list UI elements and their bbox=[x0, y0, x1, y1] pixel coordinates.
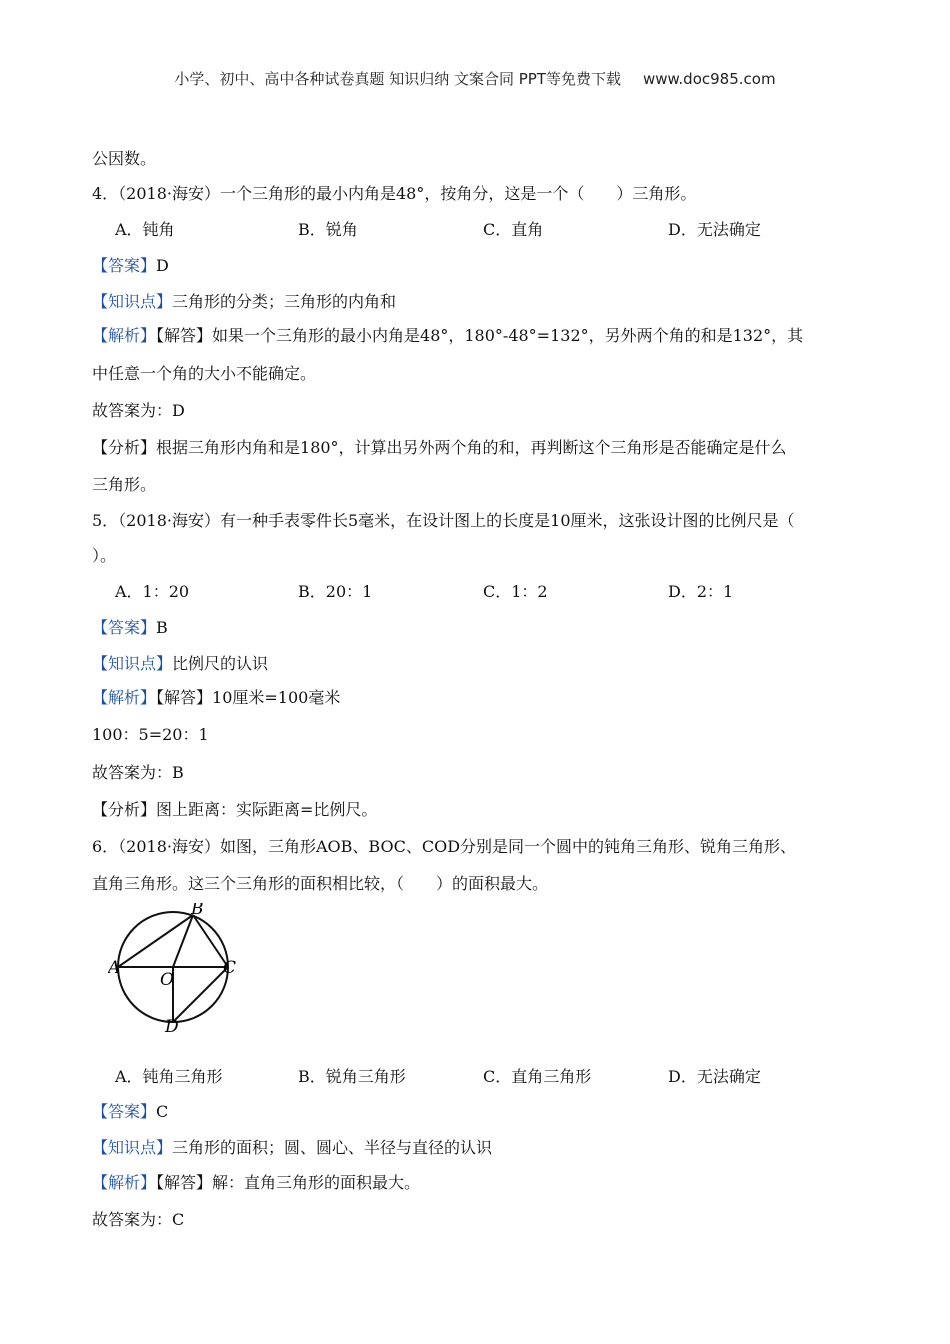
segment-ab bbox=[118, 915, 193, 967]
q4-option-d: D．无法确定 bbox=[668, 220, 761, 239]
label-b: B bbox=[191, 903, 204, 919]
q4-option-c: C．直角 bbox=[483, 220, 544, 239]
knowledge-value: 比例尺的认识 bbox=[172, 654, 269, 673]
header-text: 小学、初中、高中各种试卷真题 知识归纳 文案合同 PPT等免费下载 bbox=[174, 70, 621, 88]
q5-answer bbox=[92, 615, 168, 638]
q5-analysis bbox=[92, 685, 340, 708]
analysis-text: 【解答】解：直角三角形的面积最大。 bbox=[156, 1173, 421, 1192]
intro-text: 公因数。 bbox=[92, 149, 157, 168]
label-a: A bbox=[108, 958, 121, 978]
q6-analysis bbox=[92, 1170, 420, 1193]
analysis-text: 【解答】10厘米=100毫米 bbox=[156, 688, 341, 707]
q4-knowledge bbox=[92, 289, 396, 312]
q5-fenxi bbox=[92, 797, 377, 820]
analysis-text: 【解答】如果一个三角形的最小内角是48°，180°-48°=132°，另外两个角的和是132°，其 bbox=[156, 326, 804, 345]
q5-analysis-cont: 100：5=20：1 bbox=[92, 725, 209, 744]
q4-analysis bbox=[92, 323, 803, 346]
analysis-tag: 【解析】 bbox=[92, 688, 157, 707]
q5-option-d: D．2：1 bbox=[668, 582, 734, 601]
q4-option-a: A．钝角 bbox=[115, 220, 175, 239]
q5-knowledge bbox=[92, 651, 268, 674]
fenxi-text: 图上距离：实际距离=比例尺。 bbox=[156, 800, 378, 819]
answer-tag: 【答案】 bbox=[92, 1102, 157, 1121]
q5-option-c: C．1：2 bbox=[483, 582, 548, 601]
q4-stem: 4．（2018·海安）一个三角形的最小内角是48°，按角分，这是一个（ ）三角形。 bbox=[92, 184, 697, 203]
q5-option-a: A．1：20 bbox=[115, 582, 190, 601]
page-header bbox=[0, 68, 950, 89]
q4-answer bbox=[92, 253, 169, 276]
q5-stem: 5．（2018·海安）有一种手表零件长5毫米，在设计图上的长度是10厘米，这张设计图的比例尺是（ bbox=[92, 511, 795, 530]
q6-stem-cont: 直角三角形。这三个三角形的面积相比较，（ ）的面积最大。 bbox=[92, 874, 549, 893]
answer-tag: 【答案】 bbox=[92, 256, 157, 275]
q4-conclusion: 故答案为：D bbox=[92, 401, 185, 420]
knowledge-value: 三角形的分类；三角形的内角和 bbox=[172, 292, 397, 311]
q4-analysis-cont: 中任意一个角的大小不能确定。 bbox=[92, 364, 317, 383]
label-c: C bbox=[223, 958, 237, 978]
header-url[interactable]: www.doc985.com bbox=[642, 70, 776, 88]
q6-option-b: B．锐角三角形 bbox=[298, 1067, 406, 1086]
q4-fenxi-cont: 三角形。 bbox=[92, 475, 157, 494]
circle-figure bbox=[108, 903, 248, 1033]
q5-conclusion: 故答案为：B bbox=[92, 763, 184, 782]
knowledge-tag: 【知识点】 bbox=[92, 1138, 173, 1157]
fenxi-text: 根据三角形内角和是180°，计算出另外两个角的和，再判断这个三角形是否能确定是什么 bbox=[156, 438, 787, 457]
q4-option-b: B．锐角 bbox=[298, 220, 358, 239]
q6-conclusion: 故答案为：C bbox=[92, 1210, 185, 1229]
answer-tag: 【答案】 bbox=[92, 618, 157, 637]
q6-option-a: A．钝角三角形 bbox=[115, 1067, 223, 1086]
q6-option-d: D．无法确定 bbox=[668, 1067, 761, 1086]
q6-answer bbox=[92, 1099, 168, 1122]
knowledge-tag: 【知识点】 bbox=[92, 654, 173, 673]
label-d: D bbox=[165, 1017, 179, 1033]
q5-stem-cont: ）。 bbox=[92, 546, 117, 565]
fenxi-tag: 【分析】 bbox=[92, 438, 157, 457]
answer-value: B bbox=[156, 618, 168, 637]
analysis-tag: 【解析】 bbox=[92, 1173, 157, 1192]
analysis-tag: 【解析】 bbox=[92, 326, 157, 345]
q5-option-b: B．20：1 bbox=[298, 582, 373, 601]
answer-value: C bbox=[156, 1102, 169, 1121]
answer-value: D bbox=[156, 256, 169, 275]
label-o: O bbox=[160, 970, 174, 990]
knowledge-value: 三角形的面积；圆、圆心、半径与直径的认识 bbox=[172, 1138, 493, 1157]
q4-fenxi bbox=[92, 435, 787, 458]
fenxi-tag: 【分析】 bbox=[92, 800, 157, 819]
q6-stem: 6．（2018·海安）如图，三角形AOB、BOC、COD分别是同一个圆中的钝角三角形、锐角三角形、 bbox=[92, 837, 797, 856]
q6-knowledge bbox=[92, 1135, 492, 1158]
q6-option-c: C．直角三角形 bbox=[483, 1067, 592, 1086]
knowledge-tag: 【知识点】 bbox=[92, 292, 173, 311]
